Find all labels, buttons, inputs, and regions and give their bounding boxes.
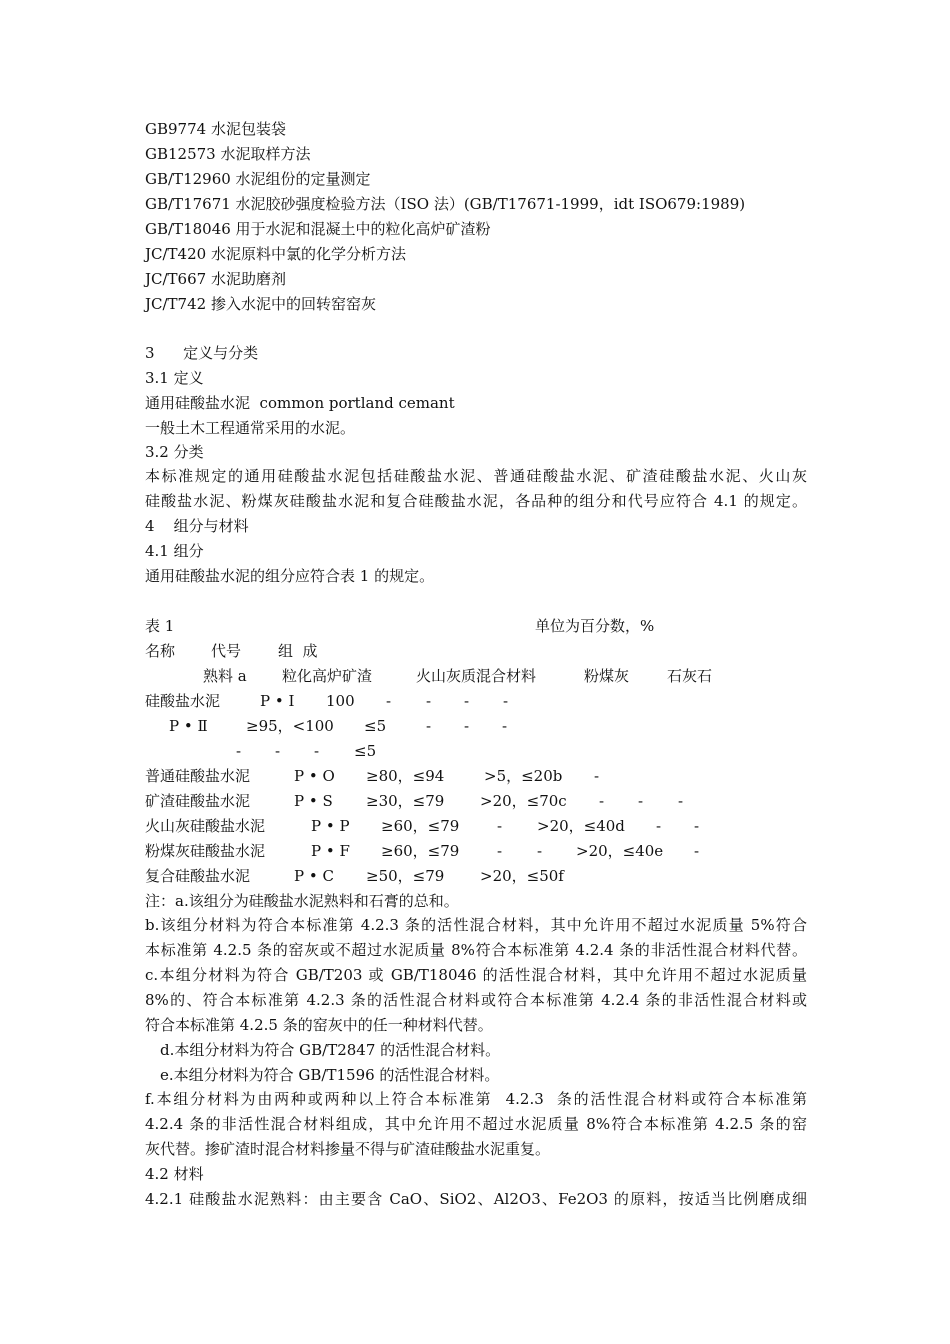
table-cell: - — [426, 692, 432, 710]
section-3-heading: 3 定义与分类 — [145, 344, 259, 362]
table-header-cell: 代号 — [211, 642, 242, 660]
definition: 一般土木工程通常采用的水泥。 — [145, 419, 356, 437]
note-f: 4.2.4 条的非活性混合材料组成，其中允许用不超过水泥质量 8%符合本标准第 4.2.5 条的窑 — [145, 1115, 807, 1133]
table-cell: ≥60，≤79 — [381, 842, 460, 860]
reference-item: GB/T12960 水泥组份的定量测定 — [145, 170, 371, 188]
table-cell: ≥80，≤94 — [366, 767, 445, 785]
reference-item: GB12573 水泥取样方法 — [145, 145, 311, 163]
table-cell: - — [497, 842, 503, 860]
table-header-cell: 粉煤灰 — [584, 667, 630, 685]
note-f: f.本组分材料为由两种或两种以上符合本标准第 4.2.3 条的活性混合材料或符合本标准第 — [145, 1090, 807, 1108]
table-cell: ≥50，≤79 — [366, 867, 445, 885]
table-cell: P • F — [311, 842, 350, 860]
table-header-row — [0, 641, 950, 661]
table-cell: P • Ⅱ — [169, 717, 208, 735]
table-cell: >20，≤40d — [537, 817, 625, 835]
reference-item: GB/T17671 水泥胶砂强度检验方法（ISO 法）(GB/T17671-1999，idt ISO679:1989) — [145, 195, 746, 213]
table-cell: ≥30，≤79 — [366, 792, 445, 810]
term: 通用硅酸盐水泥 common portland cemant — [145, 394, 455, 412]
table-label: 表 1 — [145, 617, 175, 635]
reference-item: JC/T420 水泥原料中氯的化学分析方法 — [145, 245, 406, 263]
reference-item: GB9774 水泥包装袋 — [145, 120, 286, 138]
table-cell: - — [599, 792, 605, 810]
table-cell: >20，≤50f — [480, 867, 564, 885]
table-cell: - — [694, 842, 700, 860]
table-cell: - — [275, 742, 281, 760]
reference-item: JC/T667 水泥助磨剂 — [145, 270, 286, 288]
table-cell: P • S — [294, 792, 333, 810]
table-header-cell: 火山灰质混合材料 — [416, 667, 537, 685]
table-cell: - — [236, 742, 242, 760]
table-cell: P • C — [294, 867, 334, 885]
table-cell: >5，≤20b — [484, 767, 563, 785]
table-header-cell: 粒化高炉矿渣 — [282, 667, 373, 685]
table-cell: P • O — [294, 767, 335, 785]
table-cell: P • I — [260, 692, 295, 710]
paragraph-line: 硅酸盐水泥、粉煤灰硅酸盐水泥和复合硅酸盐水泥，各品种的组分和代号应符合 4.1 的规定。 — [145, 492, 807, 510]
note-b: 本标准第 4.2.5 条的窑灰或不超过水泥质量 8%符合本标准第 4.2.4 条的非活性混合材料代替。 — [145, 941, 807, 959]
note-b: b.该组分材料为符合本标准第 4.2.3 条的活性混合材料，其中允许用不超过水泥质量 5%符合 — [145, 916, 807, 934]
table-cell: 火山灰硅酸盐水泥 — [145, 817, 266, 835]
reference-item: GB/T18046 用于水泥和混凝土中的粒化高炉矿渣粉 — [145, 220, 491, 238]
table-header-cell: 熟料 a — [203, 667, 247, 685]
table-cell: ≤5 — [364, 717, 387, 735]
paragraph-line: 通用硅酸盐水泥的组分应符合表 1 的规定。 — [145, 567, 435, 585]
table-cell: - — [694, 817, 700, 835]
table-cell: - — [497, 817, 503, 835]
table-row — [0, 766, 950, 786]
note-e: e.本组分材料为符合 GB/T1596 的活性混合材料。 — [160, 1066, 500, 1084]
table-header-row — [0, 666, 950, 686]
table-row — [0, 741, 950, 761]
table-row — [0, 691, 950, 711]
note-c: 8%的、符合本标准第 4.2.3 条的活性混合材料或符合本标准第 4.2.4 条的非活性混合材料或 — [145, 991, 807, 1009]
table-cell: - — [638, 792, 644, 810]
note-a: 注：a.该组分为硅酸盐水泥熟料和石膏的总和。 — [145, 892, 459, 910]
table-row — [0, 866, 950, 886]
table-unit: 单位为百分数，% — [535, 617, 655, 635]
table-cell: - — [426, 717, 432, 735]
table-row — [0, 716, 950, 736]
table-cell: 粉煤灰硅酸盐水泥 — [145, 842, 266, 860]
table-header-cell: 组 成 — [278, 642, 318, 660]
table-cell: - — [678, 792, 684, 810]
section-4-1-heading: 4.1 组分 — [145, 542, 204, 560]
paragraph-line: 本标准规定的通用硅酸盐水泥包括硅酸盐水泥、普通硅酸盐水泥、矿渣硅酸盐水泥、火山灰 — [145, 467, 807, 485]
table-cell: ≥60，≤79 — [381, 817, 460, 835]
table-cell: - — [656, 817, 662, 835]
table-cell: 矿渣硅酸盐水泥 — [145, 792, 251, 810]
table-cell: - — [503, 692, 509, 710]
table-cell: 硅酸盐水泥 — [145, 692, 221, 710]
note-c: c.本组分材料为符合 GB/T203 或 GB/T18046 的活性混合材料，其中允许用不超过水泥质量 — [145, 966, 807, 984]
section-3-1-heading: 3.1 定义 — [145, 369, 204, 387]
table-cell: - — [502, 717, 508, 735]
table-cell: - — [594, 767, 600, 785]
table-row — [0, 841, 950, 861]
note-c: 符合本标准第 4.2.5 条的窑灰中的任一种材料代替。 — [145, 1016, 493, 1034]
table-cell: - — [537, 842, 543, 860]
table-cell: ≥95，<100 — [246, 717, 334, 735]
note-d: d.本组分材料为符合 GB/T2847 的活性混合材料。 — [160, 1041, 501, 1059]
paragraph-line: 4.2.1 硅酸盐水泥熟料：由主要含 CaO、SiO2、Al2O3、Fe2O3 的原料，按适当比例磨成细 — [145, 1190, 807, 1208]
table-cell: 100 — [326, 692, 355, 710]
section-3-2-heading: 3.2 分类 — [145, 443, 204, 461]
table-cell: ≤5 — [354, 742, 377, 760]
table-cell: P • P — [311, 817, 350, 835]
table-cell: - — [314, 742, 320, 760]
table-cell: 普通硅酸盐水泥 — [145, 767, 251, 785]
table-cell: 复合硅酸盐水泥 — [145, 867, 251, 885]
table-header-cell: 石灰石 — [667, 667, 713, 685]
table-row — [0, 791, 950, 811]
table-row — [0, 816, 950, 836]
table-cell: >20，≤40e — [576, 842, 664, 860]
reference-item: JC/T742 掺入水泥中的回转窑窑灰 — [145, 295, 376, 313]
table-cell: - — [464, 717, 470, 735]
section-4-2-heading: 4.2 材料 — [145, 1165, 204, 1183]
table-cell: - — [464, 692, 470, 710]
note-f: 灰代替。掺矿渣时混合材料掺量不得与矿渣硅酸盐水泥重复。 — [145, 1140, 551, 1158]
table-cell: - — [386, 692, 392, 710]
table-header-cell: 名称 — [145, 642, 176, 660]
section-4-heading: 4 组分与材料 — [145, 517, 249, 535]
table-cell: >20，≤70c — [480, 792, 567, 810]
